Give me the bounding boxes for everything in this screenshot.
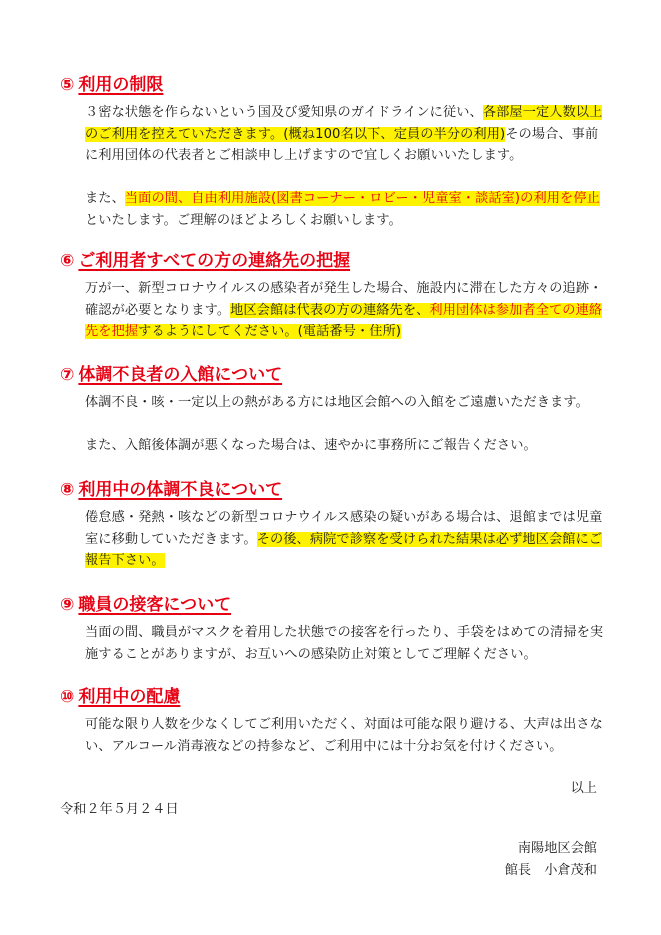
section-9-paragraph-1: 当面の間、職員がマスクを着用した状態での接客を行ったり、手袋をはめての清掃を実施することがありますが、お互いへの感染防止対策としてご理解ください。 <box>85 625 604 662</box>
section-5-heading <box>60 74 163 96</box>
section-10-heading <box>60 686 180 708</box>
highlighted-text: その後、病院で診察を受けられた結果は必ず地区会館にご報告下さい。 <box>85 531 603 568</box>
organization-name: 南陽地区会館 <box>517 841 597 856</box>
section-8-number: ⑧ <box>60 480 75 500</box>
closing-mark: 以上 <box>570 781 597 796</box>
section-7-number: ⑦ <box>60 365 75 385</box>
section-10-title: 利用中の配慮 <box>78 687 181 707</box>
section-10-paragraph-1: 可能な限り人数を少なくしてご利用いただく、対面は可能な限り避ける、大声は出さない、アルコール消毒液などの持参など、ご利用中には十分お気を付けください。 <box>85 717 603 754</box>
section-10-number: ⑩ <box>60 687 75 707</box>
red-highlighted-text: 利用団体は参加者全ての連絡先を把握 <box>85 302 603 339</box>
document-date: 令和２年５月２４日 <box>60 802 179 817</box>
section-5-paragraph-1 <box>85 102 605 167</box>
section-8-title: 利用中の体調不良について <box>78 480 283 500</box>
section-5-title: 利用の制限 <box>78 75 164 95</box>
section-7-title: 体調不良者の入館について <box>78 365 283 385</box>
section-7-paragraph-2: また、入館後体調が悪くなった場合は、速やかに事務所にご報告ください。 <box>85 438 537 453</box>
highlighted-text: するようにしてください。(電話番号・住所) <box>138 324 402 339</box>
text-run: といたします。ご理解のほどよろしくお願いします。 <box>85 212 402 228</box>
text-run: ３密な状態を作らないという国及び愛知県のガイドラインに従い、 <box>85 105 483 120</box>
section-8-heading <box>60 479 282 501</box>
red-highlighted-text: 当面の間、自由利用施設(図書コーナー・ロビー・児童室・談話室)の利用を停止 <box>124 191 600 206</box>
section-6-number: ⑥ <box>60 251 75 271</box>
section-9-title: 職員の接客について <box>78 595 232 615</box>
section-6-paragraph-1 <box>85 278 605 343</box>
section-9-number: ⑨ <box>60 595 75 615</box>
section-8-paragraph-1 <box>85 507 605 572</box>
text-run: 倦怠感・発熱・咳などの新型コロナウイルス感染の疑いがある場合は、退館までは児童室に移動していただきます。 <box>85 510 603 547</box>
highlighted-text: 地区会館は代表の方の連絡先を、 <box>230 302 430 318</box>
section-6-heading <box>60 250 350 272</box>
section-5-paragraph-2 <box>85 188 605 231</box>
section-7-paragraph-1: 体調不良・咳・一定以上の熱がある方には地区会館への入館をご遠慮いただきます。 <box>85 395 589 410</box>
signatory-name: 館長 小倉茂和 <box>504 863 597 878</box>
text-run: 万が一、新型コロナウイルスの感染者が発生した場合、施設内に滞在した方々の追跡・確認が必要となります。 <box>85 281 603 318</box>
text-run: また、 <box>85 191 125 206</box>
section-5-number: ⑤ <box>60 75 75 95</box>
section-7-heading <box>60 364 282 386</box>
section-6-title: ご利用者すべての方の連絡先の把握 <box>78 251 351 271</box>
section-9-heading <box>60 594 231 616</box>
highlighted-text: 各部屋一定人数以上のご利用を控えていただきます。(概ね100名以下、定員の半分の利用) <box>85 105 603 142</box>
text-run: その場合、事前に利用団体の代表者とご相談申し上げますので宜しくお願いいたします。 <box>85 126 599 163</box>
